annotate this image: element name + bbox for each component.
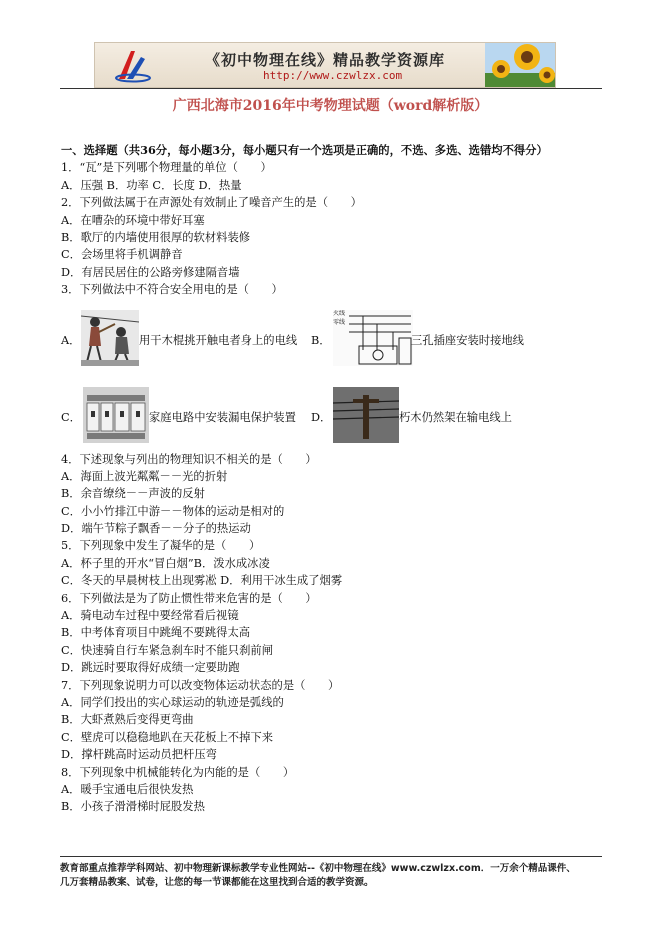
text-line: D．撑杆跳高时运动员把杆压弯	[61, 748, 217, 762]
text-line: B．大虾煮熟后变得更弯曲	[61, 713, 194, 727]
option-d-letter: D．	[311, 410, 332, 424]
option-a-text: 用干木棍挑开触电者身上的电线	[139, 333, 298, 347]
text-line: C．小小竹排江中游－－物体的运动是相对的	[61, 504, 285, 518]
option-d-text: 朽木仍然架在输电线上	[399, 410, 512, 424]
banner-url: http://www.czwlzx.com	[263, 69, 403, 82]
text-line: A．骑电动车过程中要经常看后视镜	[61, 609, 239, 623]
text-line: 1．“瓦”是下列哪个物理量的单位（ ）	[61, 161, 272, 175]
option-c-letter: C．	[61, 410, 81, 424]
footer	[60, 862, 605, 890]
text-line: 6．下列做法是为了防止惯性带来危害的是（ ）	[61, 591, 317, 605]
site-logo-icon	[113, 47, 153, 83]
text-line: C．快速骑自行车紧急刹车时不能只刹前闸	[61, 643, 273, 657]
text-line: B．中考体育项目中跳绳不要跳得太高	[61, 626, 251, 640]
header-banner	[94, 42, 556, 88]
text-line: C．冬天的早晨树枝上出现雾凇 D．利用干冰生成了烟雾	[61, 574, 343, 588]
text-line: 7．下列现象说明力可以改变物体运动状态的是（ ）	[61, 678, 340, 692]
neutral-wire-label: 零线	[333, 318, 346, 326]
rotten-wood-power-line-photo	[333, 387, 399, 443]
text-line: D．跳远时要取得好成绩一定要助跑	[61, 661, 240, 675]
text-line: 5．下列现象中发生了凝华的是（ ）	[61, 539, 261, 553]
section-heading: 一、选择题（共36分，每小题3分，每小题只有一个选项是正确的，不选、多选、选错均不得分）	[61, 143, 548, 157]
sunflower-icon	[485, 43, 555, 87]
text-line: 4．下述现象与列出的物理知识不相关的是（ ）	[61, 452, 317, 466]
header-rule	[60, 88, 602, 89]
footer-line: 几万套精品教案、试卷，让您的每一节课都能在这里找到合适的教学资源。	[60, 877, 374, 888]
text-line: A．压强 B．功率 C．长度 D．热量	[61, 178, 242, 192]
option-b-letter: B．	[311, 333, 331, 347]
leakage-protector-photo	[83, 387, 149, 443]
three-pin-socket-wiring-diagram	[333, 310, 413, 366]
text-line: 3．下列做法中不符合安全用电的是（ ）	[61, 283, 283, 297]
text-line: A．同学们投出的实心球运动的轨迹是弧线的	[61, 695, 284, 709]
text-line: A．海面上波光粼粼－－光的折射	[61, 469, 228, 483]
banner-title: 《初中物理在线》精品教学资源库	[205, 51, 446, 69]
text-line: A．在嘈杂的环境中带好耳塞	[61, 213, 205, 227]
text-line: D．有居民居住的公路旁修建隔音墙	[61, 265, 240, 279]
q3-option-row-cd	[61, 387, 601, 445]
text-line: B．小孩子滑滑梯时屁股发热	[61, 800, 205, 814]
option-a-letter: A．	[61, 333, 81, 347]
q3-option-row-ab	[61, 310, 601, 368]
live-wire-label: 火线	[333, 309, 346, 317]
question-content	[61, 142, 601, 816]
footer-rule	[60, 856, 602, 857]
document-title: 广西北海市2016年中考物理试题（word解析版）	[172, 98, 489, 114]
text-line: C．壁虎可以稳稳地趴在天花板上不掉下来	[61, 730, 273, 744]
text-line: C．会场里将手机调静音	[61, 248, 183, 262]
footer-line: 教育部重点推荐学科网站、初中物理新课标教学专业性网站--《初中物理在线》www.czwlzx.com．一万余个精品课件、	[60, 863, 576, 874]
electrocution-rescue-illustration	[81, 310, 139, 366]
text-line: B．余音缭绕－－声波的反射	[61, 487, 205, 501]
text-line: 2．下列做法属于在声源处有效制止了噪音产生的是（ ）	[61, 196, 362, 210]
option-c-text: 家庭电路中安装漏电保护装置	[149, 410, 296, 424]
option-b-text: 三孔插座安装时接地线	[411, 333, 524, 347]
text-line: A．杯子里的开水“冒白烟”B．泼水成冰凌	[61, 556, 270, 570]
text-line: B．歌厅的内墙使用很厚的软材料装修	[61, 230, 251, 244]
text-line: D．端午节粽子飘香－－分子的热运动	[61, 522, 251, 536]
text-line: A．暖手宝通电后很快发热	[61, 782, 194, 796]
text-line: 8．下列现象中机械能转化为内能的是（ ）	[61, 765, 295, 779]
